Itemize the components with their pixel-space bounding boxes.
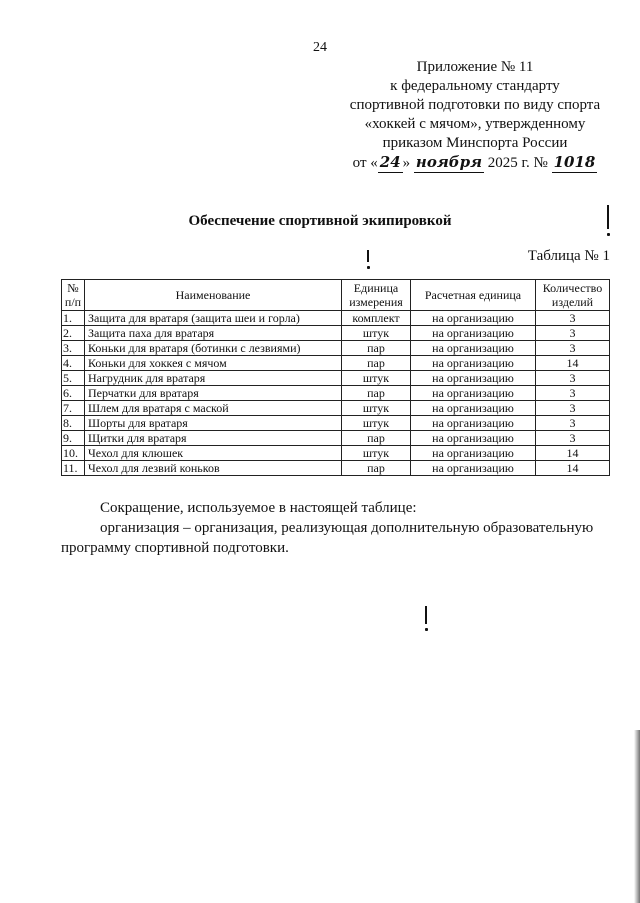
page-number: 24 [313,40,327,55]
cell-qty: 3 [536,416,610,431]
cell-num: 3. [62,341,85,356]
cell-qty: 14 [536,446,610,461]
appendix-line-4: «хоккей с мячом», утвержденному [364,116,586,132]
cell-qty: 3 [536,386,610,401]
cell-qty: 3 [536,371,610,386]
cell-num: 11. [62,461,85,476]
cell-unit: штук [342,401,411,416]
date-year: 2025 г. № [487,155,548,171]
scan-mark [607,205,609,229]
cell-calc: на организацию [411,371,536,386]
cell-name: Коньки для вратаря (ботинки с лезвиями) [85,341,342,356]
cell-unit: пар [342,431,411,446]
cell-calc: на организацию [411,326,536,341]
table-row [62,431,610,446]
cell-calc: на организацию [411,446,536,461]
header-calc-unit: Расчетная единица [411,280,536,311]
cell-unit: комплект [342,311,411,326]
cell-num: 2. [62,326,85,341]
table-row [62,386,610,401]
table-row [62,311,610,326]
cell-unit: штук [342,326,411,341]
date-day: 24 [379,153,401,171]
appendix-line-3: спортивной подготовки по виду спорта [349,97,601,113]
header-unit-line2: измерения [349,295,403,309]
cell-num: 7. [62,401,85,416]
scan-mark [425,606,427,624]
appendix-line-1: Приложение № 11 [416,59,534,75]
cell-name: Защита паха для вратаря [85,326,342,341]
footnote-definition: организация – организация, реализующая дополнительную образовательную [100,520,594,536]
date-month: ноября [415,153,483,171]
table-header-row [62,280,610,311]
cell-num: 10. [62,446,85,461]
cell-qty: 3 [536,311,610,326]
cell-unit: пар [342,386,411,401]
scan-mark [425,628,428,631]
date-mid: » [402,155,411,171]
cell-qty: 14 [536,461,610,476]
table-row [62,461,610,476]
cell-calc: на организацию [411,341,536,356]
footnote-intro: Сокращение, используемое в настоящей таблице: [100,500,417,516]
header-qty [536,280,610,311]
table-row [62,446,610,461]
cell-unit: пар [342,461,411,476]
scan-mark [607,233,610,236]
header-name: Наименование [85,280,342,311]
cell-unit: штук [342,446,411,461]
header-num-line2: п/п [64,295,82,309]
header-qty-line1: Количество [542,281,603,295]
cell-calc: на организацию [411,401,536,416]
cell-num: 9. [62,431,85,446]
header-num [62,280,85,311]
cell-name: Перчатки для вратаря [85,386,342,401]
cell-calc: на организацию [411,386,536,401]
cell-name: Шлем для вратаря с маской [85,401,342,416]
appendix-line-2: к федеральному стандарту [390,78,560,94]
footnote-definition-end: программу спортивной подготовки. [61,540,289,556]
cell-qty: 3 [536,401,610,416]
table-row [62,356,610,371]
footnote [61,498,610,558]
cell-qty: 3 [536,341,610,356]
cell-name: Нагрудник для вратаря [85,371,342,386]
cell-num: 1. [62,311,85,326]
cell-unit: штук [342,371,411,386]
document-title: Обеспечение спортивной экипировкой [188,213,452,229]
scan-edge [634,730,640,903]
table-row [62,371,610,386]
cell-qty: 3 [536,326,610,341]
cell-name: Шорты для вратаря [85,416,342,431]
cell-name: Щитки для вратаря [85,431,342,446]
cell-calc: на организацию [411,416,536,431]
equipment-table [61,279,610,476]
cell-num: 8. [62,416,85,431]
table-row [62,401,610,416]
header-unit [342,280,411,311]
header-qty-line2: изделий [551,295,594,309]
cell-name: Коньки для хоккея с мячом [85,356,342,371]
cell-calc: на организацию [411,311,536,326]
cell-unit: пар [342,356,411,371]
cell-name: Защита для вратаря (защита шеи и горла) [85,311,342,326]
cell-num: 5. [62,371,85,386]
cell-unit: штук [342,416,411,431]
table-row [62,326,610,341]
scan-mark [367,250,369,262]
appendix-line-5: приказом Минспорта России [382,135,568,151]
cell-qty: 14 [536,356,610,371]
cell-qty: 3 [536,431,610,446]
table-caption: Таблица № 1 [527,248,610,264]
scan-mark [367,266,370,269]
appendix-header [330,58,620,173]
cell-name: Чехол для клюшек [85,446,342,461]
order-number: 1018 [553,153,596,171]
header-num-line1: № [67,281,79,295]
cell-calc: на организацию [411,431,536,446]
appendix-date-line [330,153,620,173]
cell-num: 6. [62,386,85,401]
table-row [62,416,610,431]
cell-num: 4. [62,356,85,371]
cell-name: Чехол для лезвий коньков [85,461,342,476]
header-unit-line1: Единица [353,281,399,295]
cell-unit: пар [342,341,411,356]
date-prefix: от « [352,155,378,171]
cell-calc: на организацию [411,461,536,476]
cell-calc: на организацию [411,356,536,371]
table-row [62,341,610,356]
